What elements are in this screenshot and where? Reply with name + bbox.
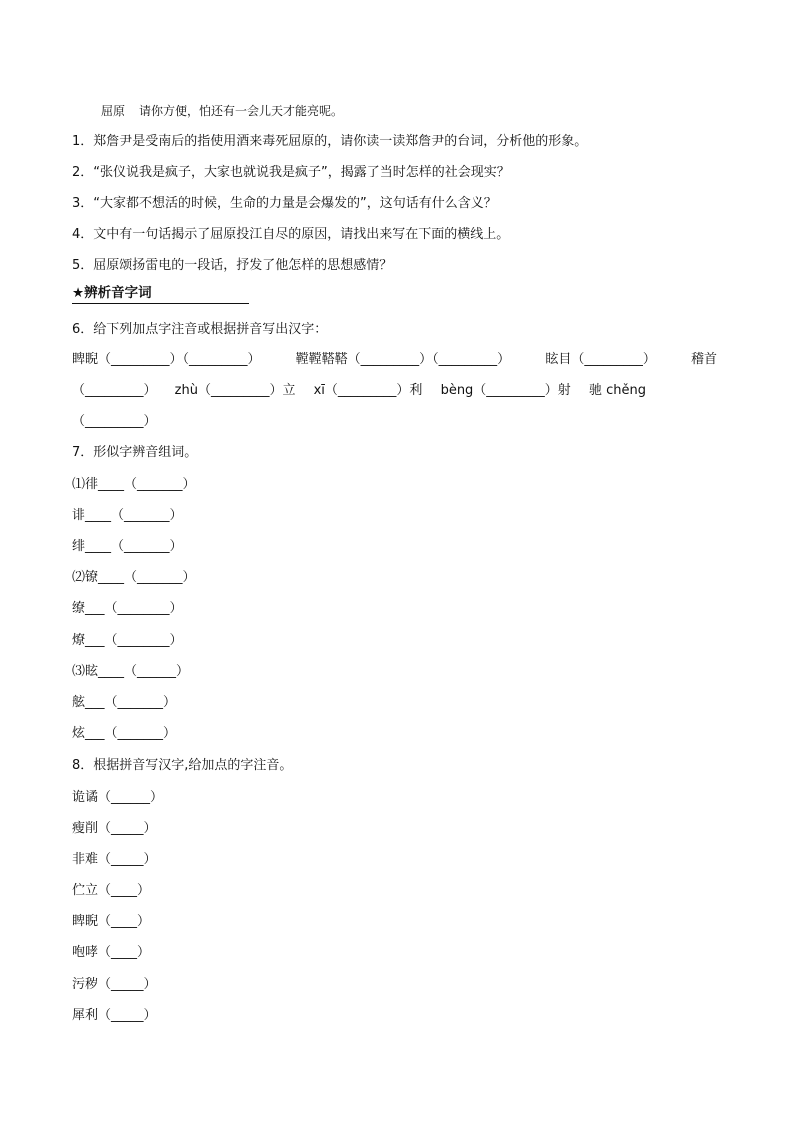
q8-item: 伫立（____） (72, 883, 151, 898)
q6-item: 稽首 (690, 352, 717, 367)
question-6-row-2 (72, 382, 660, 400)
question-6-prompt: 6．给下列加点字注音或根据拼音写出汉字： (72, 322, 328, 337)
question-4: 4．文中有一句话揭示了屈原投江自尽的原因，请找出来写在下面的横线上。 (72, 227, 510, 242)
q8-item: 诡谲（______） (72, 790, 164, 805)
q8-item: 咆哮（____） (72, 945, 151, 960)
q6-item: （_________） (72, 383, 157, 398)
dialogue-speaker: 屈原 (101, 104, 126, 118)
q6-item: 鞺鞺鞳鞳（_________）（_________） (295, 352, 511, 367)
question-5: 5．屈原颂扬雷电的一段话，抒发了他怎样的思想感情？ (72, 258, 393, 273)
question-6-row-1 (72, 351, 717, 369)
q6-item: 眩目（_________） (545, 352, 656, 367)
q6-item: 驰 chěng (588, 383, 646, 398)
question-7-prompt: 7．形似字辨音组词。 (72, 445, 198, 460)
dialogue-line (101, 102, 343, 120)
dialogue-text: 请你方便，怕还有一会儿天才能亮呢。 (139, 104, 344, 118)
q7-item: ⑵镣____（_______） (72, 570, 196, 585)
q7-item: 缭___（________） (72, 601, 183, 616)
section-heading: ★辨析音字词 (72, 284, 249, 304)
question-3: 3．“大家都不想活的时候，生命的力量是会爆发的”，这句话有什么含义？ (72, 196, 497, 211)
q7-item: 绯____（_______） (72, 539, 183, 554)
q7-item: ⑶眩____（______） (72, 664, 190, 679)
q8-item: 睥睨（____） (72, 914, 151, 929)
q7-item: 燎___（________） (72, 633, 183, 648)
question-2: 2．“张仪说我是疯子，大家也就说我是疯子”，揭露了当时怎样的社会现实？ (72, 165, 510, 180)
q8-item: 瘦削（_____） (72, 821, 157, 836)
q6-item: zhù（_________）立 (174, 383, 296, 398)
q7-item: 舷___（_______） (72, 695, 177, 710)
question-6-row-3: （_________） (72, 414, 157, 429)
q8-item: 犀利（_____） (72, 1008, 157, 1023)
q7-item: 诽____（_______） (72, 508, 183, 523)
q8-item: 非难（_____） (72, 852, 157, 867)
q6-item: bèng（_________）射 (440, 383, 571, 398)
q7-item: ⑴徘____（_______） (72, 477, 196, 492)
question-8-prompt: 8．根据拼音写汉字,给加点的字注音。 (72, 758, 293, 773)
q6-item: 睥睨（_________）（_________） (72, 352, 261, 367)
question-1: 1．郑詹尹是受南后的指使用酒来毒死屈原的，请你读一读郑詹尹的台词，分析他的形象。 (72, 134, 588, 149)
q7-item: 炫___（_______） (72, 726, 177, 741)
q8-item: 污秽（_____） (72, 977, 157, 992)
q6-item: xī（_________）利 (313, 383, 423, 398)
